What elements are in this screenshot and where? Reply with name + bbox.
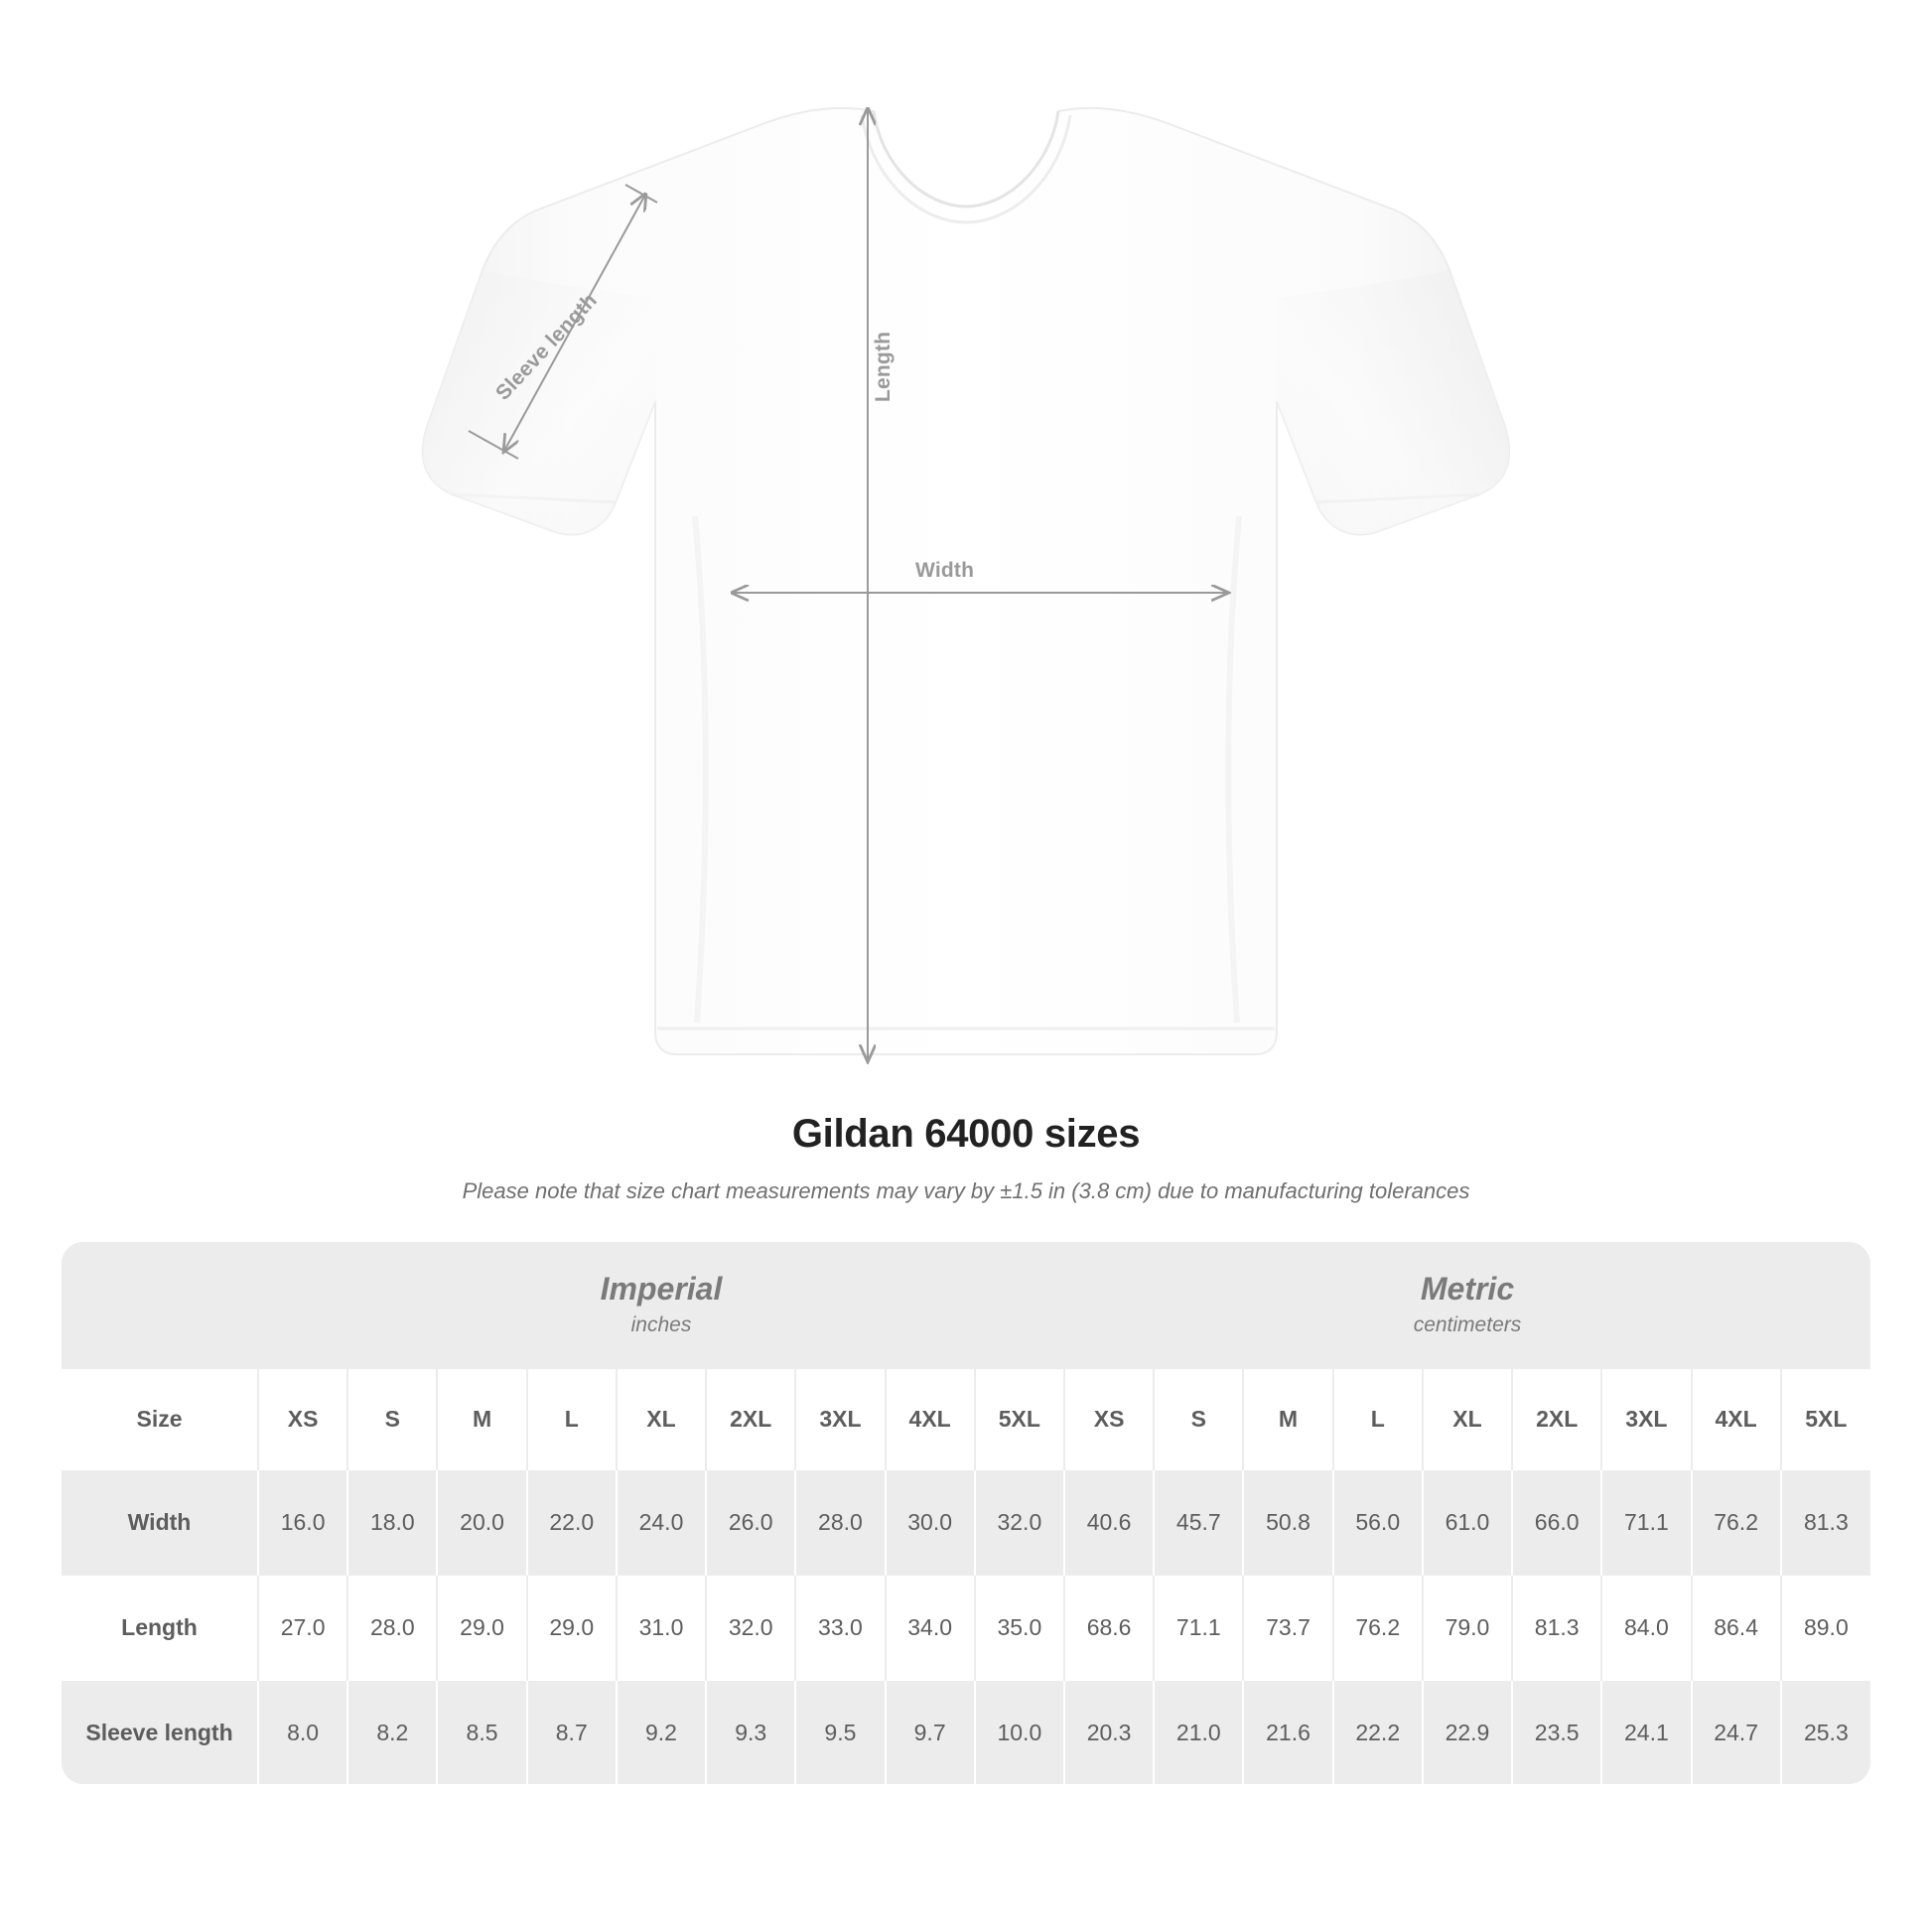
table-cell: 71.1 xyxy=(1601,1469,1691,1575)
row-label-sleeve-length: Sleeve length xyxy=(62,1680,258,1784)
table-cell: 24.1 xyxy=(1601,1680,1691,1784)
row-label-width: Width xyxy=(62,1469,258,1575)
unit-metric-sub: centimeters xyxy=(1413,1313,1522,1337)
size-column-header: L xyxy=(1333,1369,1423,1469)
size-column-header: M xyxy=(1243,1369,1332,1469)
size-column-header: L xyxy=(527,1369,617,1469)
unit-imperial-name: Imperial xyxy=(600,1271,723,1308)
table-cell: 40.6 xyxy=(1064,1469,1154,1575)
size-column-header: 5XL xyxy=(1781,1369,1870,1469)
sleeve-length-dimension-label: Sleeve length xyxy=(491,289,602,405)
length-dimension-label: Length xyxy=(872,331,895,402)
table-cell: 20.0 xyxy=(437,1469,526,1575)
table-cell: 21.0 xyxy=(1154,1680,1243,1784)
size-column-header: S xyxy=(1154,1369,1243,1469)
table-cell: 22.2 xyxy=(1333,1680,1423,1784)
table-cell: 29.0 xyxy=(437,1575,526,1680)
table-cell: 66.0 xyxy=(1512,1469,1601,1575)
size-column-header: S xyxy=(347,1369,437,1469)
table-cell: 24.7 xyxy=(1692,1680,1781,1784)
table-cell: 56.0 xyxy=(1333,1469,1423,1575)
table-cell: 71.1 xyxy=(1154,1575,1243,1680)
table-cell: 73.7 xyxy=(1243,1575,1332,1680)
table-cell: 89.0 xyxy=(1781,1575,1870,1680)
size-header-label: Size xyxy=(62,1369,258,1469)
table-cell: 8.0 xyxy=(258,1680,347,1784)
size-column-header: 3XL xyxy=(795,1369,885,1469)
tolerance-note: Please note that size chart measurements may vary by ±1.5 in (3.8 cm) due to manufacturing tolerances xyxy=(462,1178,1470,1203)
table-cell: 9.3 xyxy=(706,1680,795,1784)
table-cell: 32.0 xyxy=(975,1469,1064,1575)
table-cell: 76.2 xyxy=(1692,1469,1781,1575)
table-cell: 28.0 xyxy=(347,1575,437,1680)
table-cell: 45.7 xyxy=(1154,1469,1243,1575)
table-cell: 35.0 xyxy=(975,1575,1064,1680)
size-column-header: 2XL xyxy=(1512,1369,1601,1469)
table-cell: 24.0 xyxy=(617,1469,706,1575)
size-column-header: 4XL xyxy=(886,1369,975,1469)
page-title: Gildan 64000 sizes xyxy=(791,1112,1141,1156)
table-cell: 22.0 xyxy=(527,1469,617,1575)
unit-header-row xyxy=(62,1242,1870,1369)
table-cell: 8.5 xyxy=(437,1680,526,1784)
unit-imperial-sub: inches xyxy=(630,1313,692,1337)
title-block xyxy=(0,1112,1932,1204)
size-table-container xyxy=(62,1242,1870,1784)
table-cell: 20.3 xyxy=(1064,1680,1154,1784)
table-cell: 31.0 xyxy=(617,1575,706,1680)
table-row xyxy=(62,1680,1870,1784)
table-cell: 28.0 xyxy=(795,1469,885,1575)
size-header-row xyxy=(62,1369,1870,1469)
table-cell: 22.9 xyxy=(1423,1680,1512,1784)
table-cell: 29.0 xyxy=(527,1575,617,1680)
table-cell: 26.0 xyxy=(706,1469,795,1575)
table-cell: 30.0 xyxy=(886,1469,975,1575)
table-cell: 23.5 xyxy=(1512,1680,1601,1784)
unit-metric-name: Metric xyxy=(1420,1271,1515,1308)
table-row xyxy=(62,1469,1870,1575)
size-column-header: M xyxy=(437,1369,526,1469)
table-cell: 9.7 xyxy=(886,1680,975,1784)
table-cell: 18.0 xyxy=(347,1469,437,1575)
table-cell: 21.6 xyxy=(1243,1680,1332,1784)
table-cell: 10.0 xyxy=(975,1680,1064,1784)
size-column-header: XS xyxy=(1064,1369,1154,1469)
size-column-header: 5XL xyxy=(975,1369,1064,1469)
table-cell: 9.2 xyxy=(617,1680,706,1784)
table-cell: 8.7 xyxy=(527,1680,617,1784)
table-cell: 81.3 xyxy=(1512,1575,1601,1680)
table-cell: 27.0 xyxy=(258,1575,347,1680)
size-column-header: XS xyxy=(258,1369,347,1469)
table-cell: 81.3 xyxy=(1781,1469,1870,1575)
size-column-header: 4XL xyxy=(1692,1369,1781,1469)
table-cell: 16.0 xyxy=(258,1469,347,1575)
table-cell: 34.0 xyxy=(886,1575,975,1680)
size-column-header: XL xyxy=(617,1369,706,1469)
table-cell: 32.0 xyxy=(706,1575,795,1680)
unit-metric-cell xyxy=(1064,1242,1870,1369)
table-cell: 84.0 xyxy=(1601,1575,1691,1680)
table-cell: 8.2 xyxy=(347,1680,437,1784)
size-table xyxy=(62,1242,1870,1784)
unit-imperial-cell xyxy=(258,1242,1064,1369)
table-cell: 76.2 xyxy=(1333,1575,1423,1680)
unit-spacer-cell xyxy=(62,1242,258,1369)
table-cell: 79.0 xyxy=(1423,1575,1512,1680)
row-label-length: Length xyxy=(62,1575,258,1680)
size-column-header: XL xyxy=(1423,1369,1512,1469)
table-cell: 61.0 xyxy=(1423,1469,1512,1575)
table-cell: 50.8 xyxy=(1243,1469,1332,1575)
table-cell: 33.0 xyxy=(795,1575,885,1680)
table-row xyxy=(62,1575,1870,1680)
table-cell: 25.3 xyxy=(1781,1680,1870,1784)
size-column-header: 3XL xyxy=(1601,1369,1691,1469)
width-dimension-label: Width xyxy=(915,559,975,582)
size-column-header: 2XL xyxy=(706,1369,795,1469)
table-cell: 9.5 xyxy=(795,1680,885,1784)
table-cell: 68.6 xyxy=(1064,1575,1154,1680)
table-cell: 86.4 xyxy=(1692,1575,1781,1680)
